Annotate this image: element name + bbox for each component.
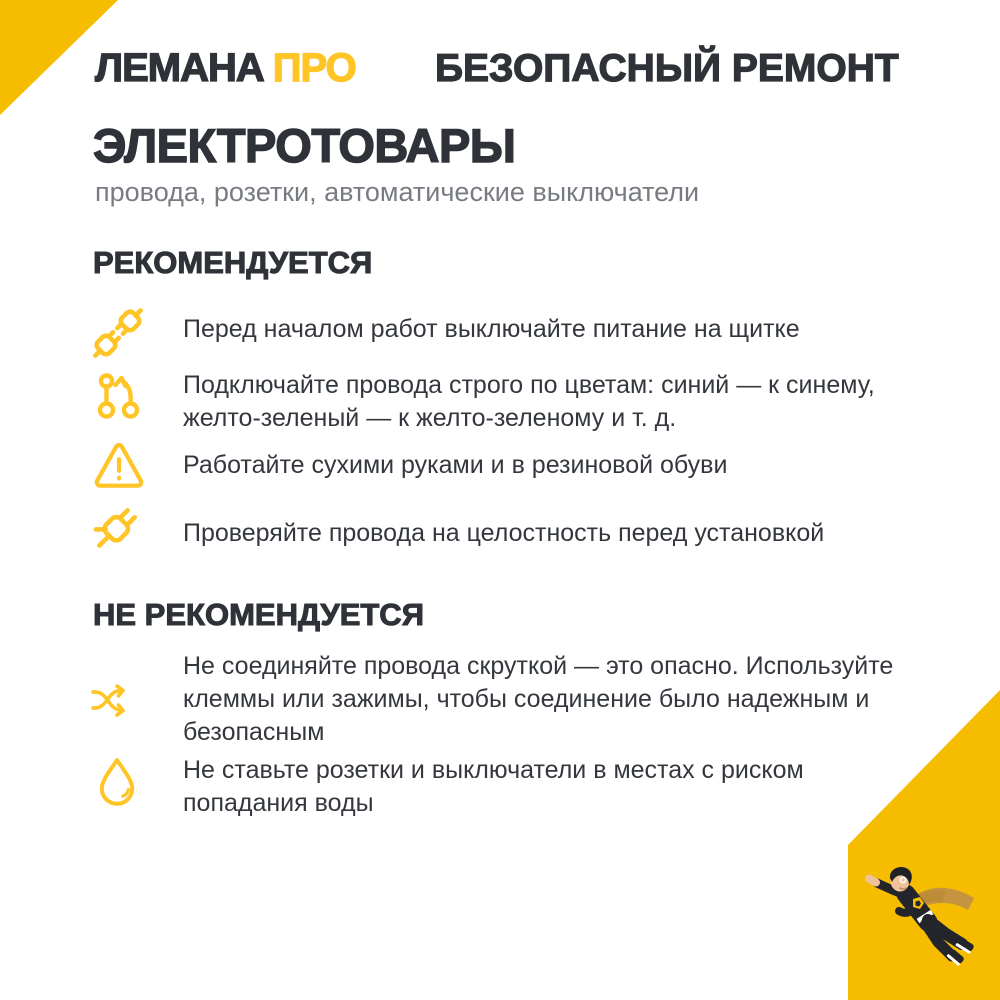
power-plug-icon [90, 502, 144, 554]
section-heading-recommended: РЕКОМЕНДУЕТСЯ [93, 245, 373, 280]
recommended-item-3-text: Работайте сухими руками и в резиновой обуви [183, 451, 728, 479]
flying-handyman-mascot [856, 862, 982, 980]
page-subtitle: провода, розетки, автоматические выключатели [95, 177, 700, 207]
not-recommended-item-1-text: Не соединяйте провода скруткой — это опасно. Используйте клеммы или зажимы, чтобы соединение было надежным и безопасным [183, 652, 894, 746]
page-title: ЭЛЕКТРОТОВАРЫ [93, 119, 516, 172]
brand-logo-primary: ЛЕМАНА [95, 46, 264, 90]
not-recommended-item-2-text: Не ставьте розетки и выключатели в местах с риском попадания воды [183, 756, 804, 817]
crossed-wires-icon [90, 680, 130, 720]
water-drop-icon [98, 756, 136, 806]
recommended-item-4-text: Проверяйте провода на целостность перед установкой [183, 519, 825, 547]
warning-triangle-icon [92, 440, 146, 488]
recommended-item-1-text: Перед началом работ выключайте питание на щитке [183, 315, 800, 343]
section-heading-not-recommended: НЕ РЕКОМЕНДУЕТСЯ [93, 597, 424, 632]
poster-series-title: БЕЗОПАСНЫЙ РЕМОНТ [435, 47, 899, 90]
brand-logo [95, 46, 356, 91]
wire-branch-arrow-icon [96, 372, 141, 420]
unplugged-connectors-icon [90, 306, 146, 360]
brand-logo-accent: ПРО [272, 46, 356, 90]
recommended-item-2-text: Подключайте провода строго по цветам: синий — к синему, желто-зеленый — к желто-зеленому и т. д. [183, 371, 875, 432]
